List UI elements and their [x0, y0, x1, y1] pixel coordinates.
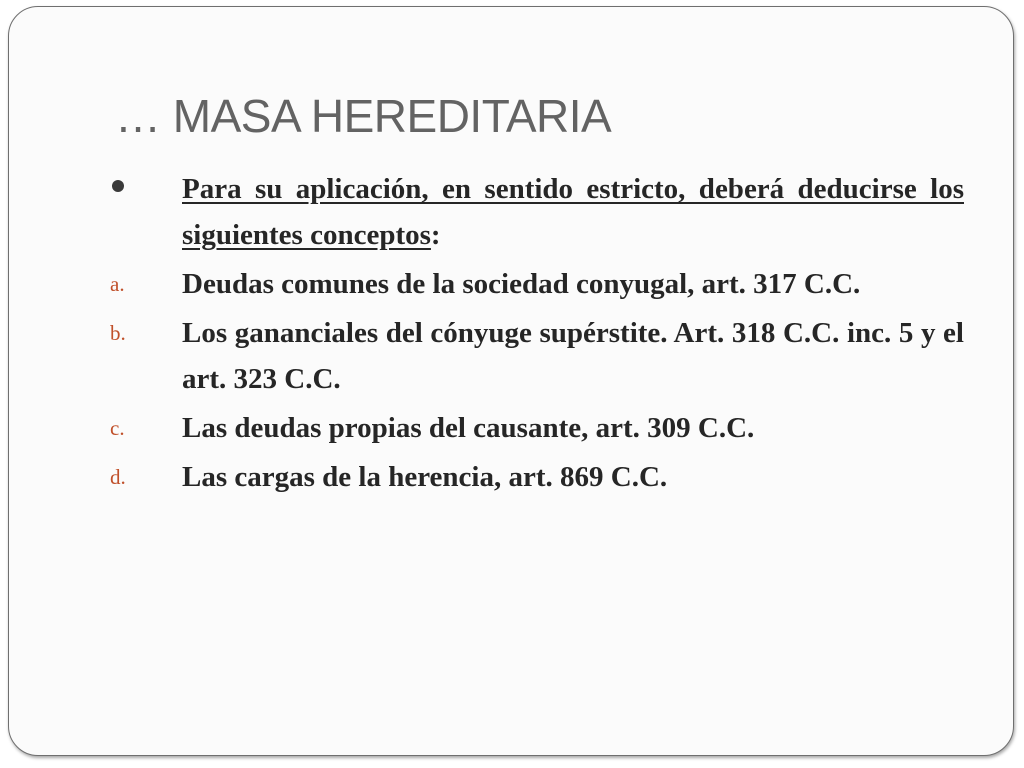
list-item-text: Deudas comunes de la sociedad conyugal, art. 317 C.C. — [182, 268, 861, 300]
list-item-a — [104, 261, 964, 307]
intro-paragraph — [182, 166, 964, 258]
list-item-b — [104, 310, 964, 402]
slide-title: … MASA HEREDITARIA — [115, 90, 612, 142]
list-marker: a. — [110, 272, 125, 296]
intro-bullet-item — [104, 166, 964, 258]
list-item-d — [104, 454, 964, 500]
list-marker: d. — [110, 465, 126, 489]
list-item-text: Los gananciales del cónyuge supérstite. Art. 318 C.C. inc. 5 y el art. 323 C.C. — [182, 317, 964, 395]
slide-content — [104, 166, 964, 503]
list-item-text: Las deudas propias del causante, art. 309 C.C. — [182, 412, 755, 444]
intro-suffix: : — [430, 219, 441, 251]
intro-text: Para su aplicación, en sentido estricto, deberá deducirse los siguientes conceptos — [182, 173, 964, 251]
list-item-text: Las cargas de la herencia, art. 869 C.C. — [182, 461, 668, 493]
list-item-c — [104, 405, 964, 451]
bullet-dot-icon — [112, 180, 124, 192]
list-marker: b. — [110, 321, 126, 345]
list-marker: c. — [110, 416, 125, 440]
